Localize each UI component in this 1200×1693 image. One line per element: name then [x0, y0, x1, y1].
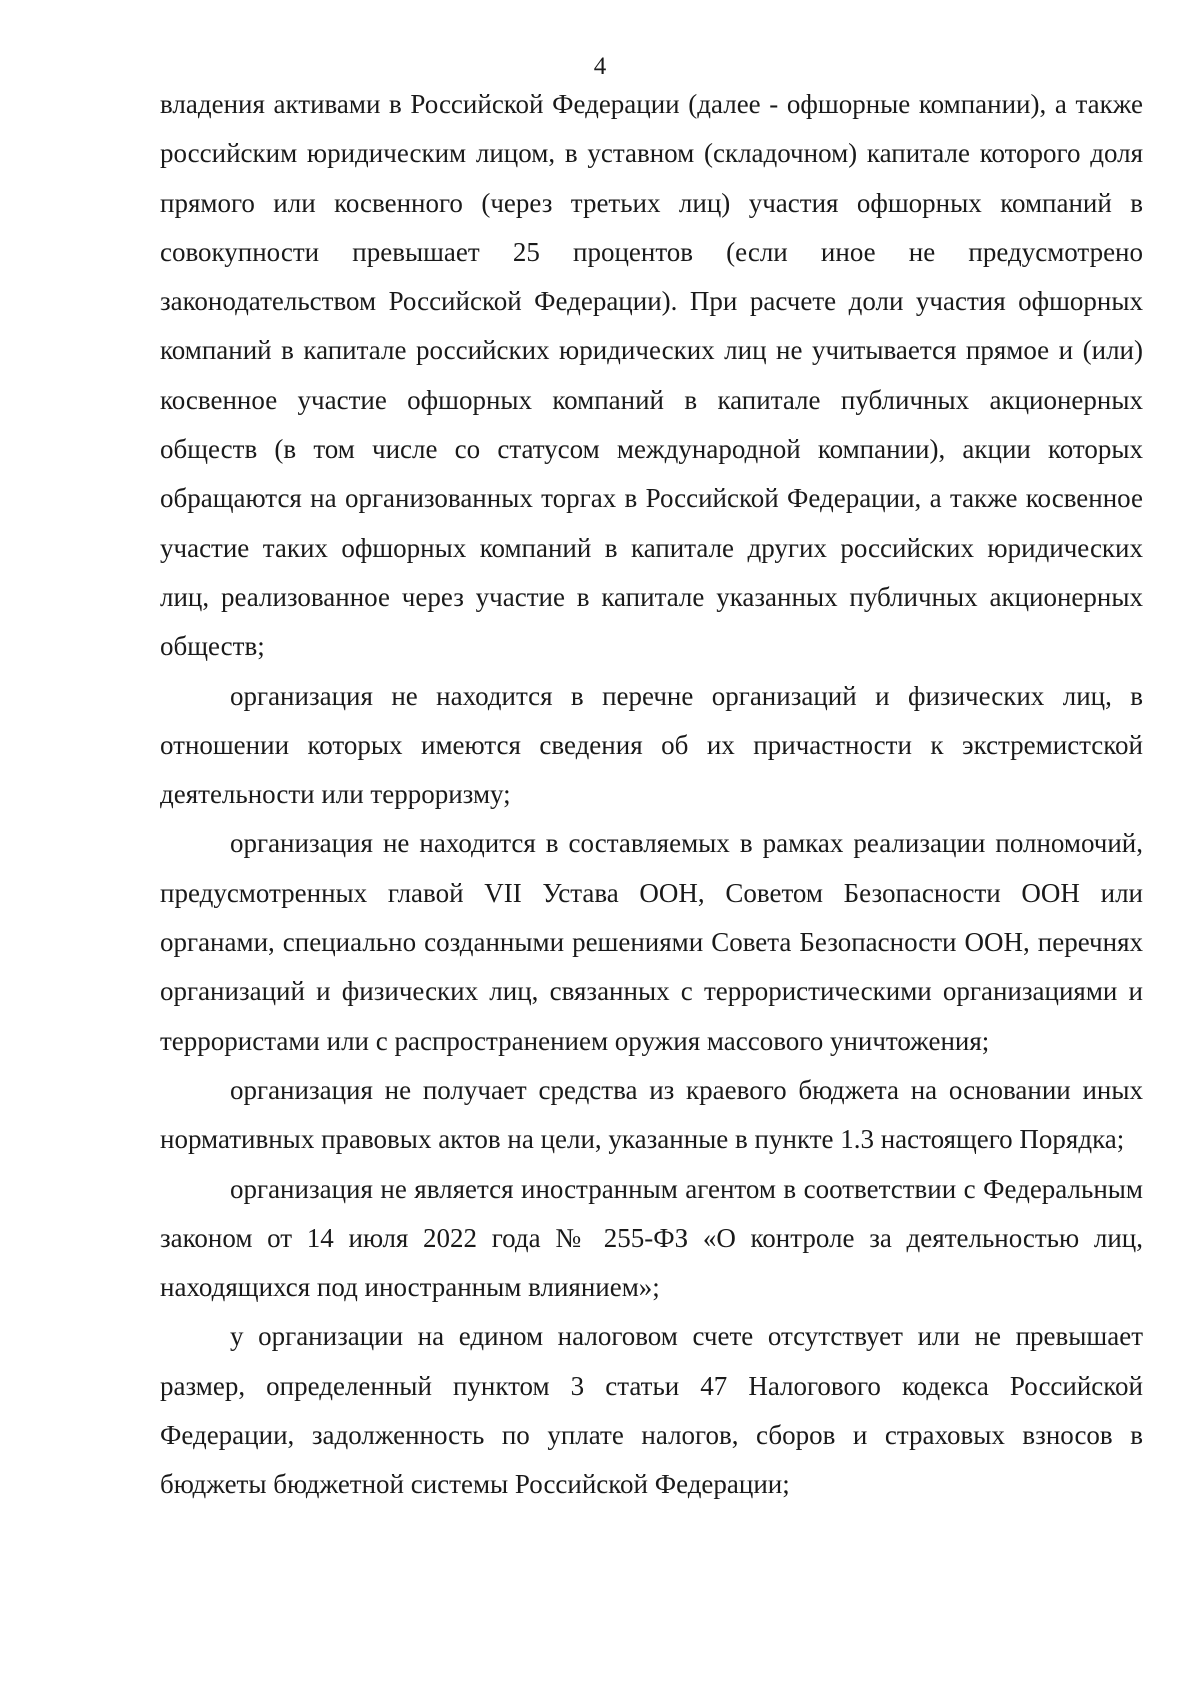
paragraph-offshore-ownership: владения активами в Российской Федерации (далее - офшорные компании), а также российским юридическим лицом, в уставном (складочном) капитале которого доля прямого или косвенного (через третьих лиц) участия офшорных компаний в совокупности превышает 25 процентов (если иное не предусмотрено законодательством Российской Федерации). При расчете доли участия офшорных компаний в капитале российских юридических лиц не учитывается прямое и (или) косвенное участие офшорных компаний в капитале публичных акционерных обществ (в том числе со статусом международной компании), акции которых обращаются на организованных торгах в Российской Федерации, а также косвенное участие таких офшорных компаний в капитале других российских юридических лиц, реализованное через участие в капитале указанных публичных акционерных обществ;: [160, 89, 1143, 662]
page-number: 4: [593, 53, 607, 80]
paragraph-regional-budget-funds: организация не получает средства из краевого бюджета на основании иных нормативных правовых актов на цели, указанные в пункте 1.3 настоящего Порядка;: [160, 1074, 1143, 1155]
paragraph-extremism-list: организация не находится в перечне организаций и физических лиц, в отношении которых имеются сведения об их причастности к экстремистской деятельности или терроризму;: [160, 680, 1143, 810]
paragraph-un-security-council-list: организация не находится в составляемых в рамках реализации полномочий, предусмотренных главой VII Устава ООН, Советом Безопасности ООН или органами, специально созданными решениями Совета Безопасности ООН, перечнях организаций и физических лиц, связанных с террористическими организациями и террористами или с распространением оружия массового уничтожения;: [160, 828, 1143, 1056]
paragraph-foreign-agent: организация не является иностранным агентом в соответствии с Федеральным законом от 14 июля 2022 года № 255-ФЗ «О контроле за деятельностью лиц, находящихся под иностранным влиянием»;: [160, 1173, 1143, 1303]
document-body: [160, 80, 1143, 1510]
paragraph-tax-debt: у организации на едином налоговом счете отсутствует или не превышает размер, определенный пунктом 3 статьи 47 Налогового кодекса Российской Федерации, задолженность по уплате налогов, сборов и страховых взносов в бюджеты бюджетной системы Российской Федерации;: [160, 1321, 1143, 1500]
